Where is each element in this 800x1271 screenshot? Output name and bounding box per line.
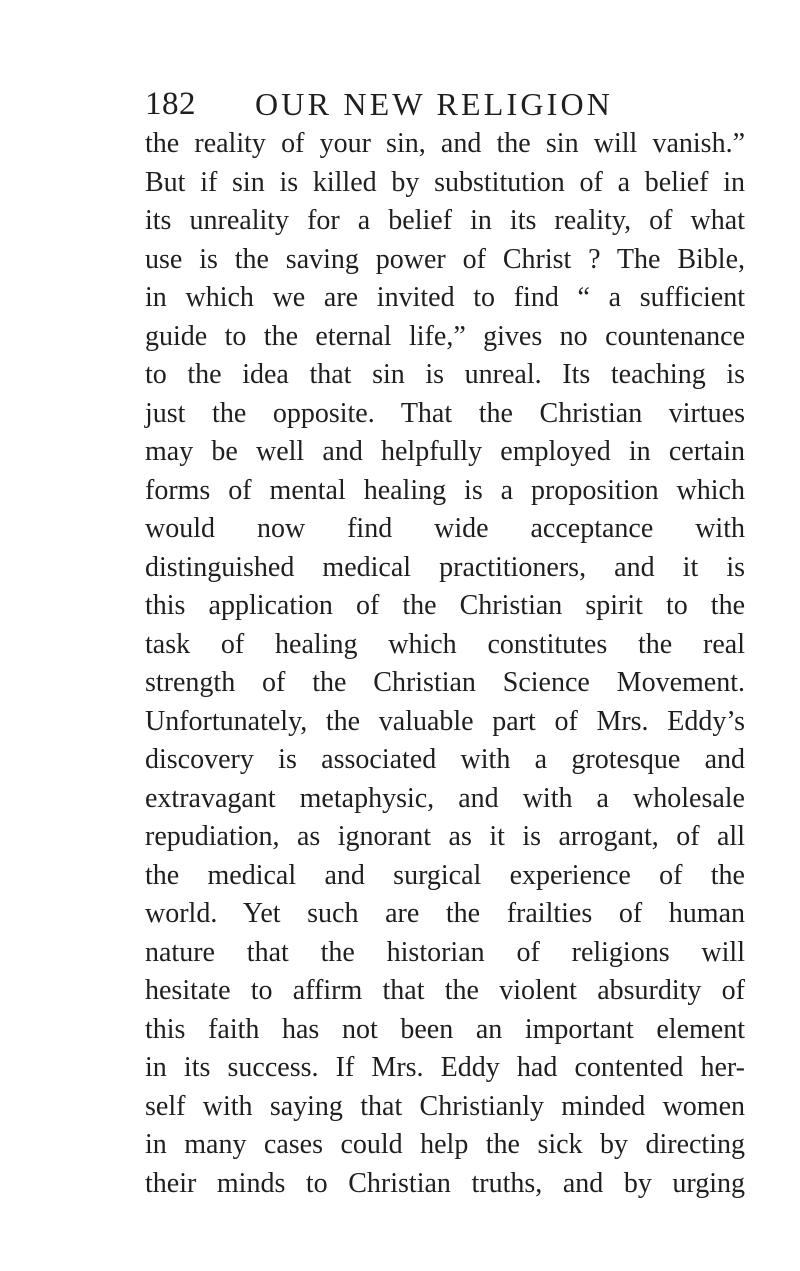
body-text bbox=[145, 125, 745, 1203]
text-line: just the opposite. That the Christian virtues bbox=[145, 397, 745, 429]
text-line: the medical and surgical experience of the bbox=[145, 859, 745, 891]
text-line: the reality of your sin, and the sin will vanish.” bbox=[145, 128, 745, 159]
running-head-title: OUR NEW RELIGION bbox=[255, 86, 614, 122]
text-line: this faith has not been an important element bbox=[145, 1013, 745, 1045]
text-line: strength of the Christian Science Movement. bbox=[145, 667, 745, 698]
text-line: guide to the eternal life,” gives no countenance bbox=[145, 320, 745, 352]
text-line: task of healing which constitutes the real bbox=[145, 628, 745, 660]
text-line: extravagant metaphysic, and with a wholesale bbox=[145, 782, 745, 814]
text-line: But if sin is killed by substitution of a belief in bbox=[145, 166, 745, 198]
text-line: self with saying that Christianly minded women bbox=[145, 1090, 745, 1122]
text-line: repudiation, as ignorant as it is arrogant, of all bbox=[145, 821, 745, 852]
text-line: its unreality for a belief in its reality, of what bbox=[145, 205, 745, 236]
text-line: discovery is associated with a grotesque and bbox=[145, 744, 745, 775]
text-line: nature that the historian of religions will bbox=[145, 936, 745, 968]
text-line: Unfortunately, the valuable part of Mrs. Eddy’s bbox=[145, 705, 745, 737]
text-line: forms of mental healing is a proposition which bbox=[145, 474, 745, 506]
text-line: distinguished medical practitioners, and it is bbox=[145, 551, 745, 583]
text-line: may be well and helpfully employed in certain bbox=[145, 436, 745, 467]
text-line: to the idea that sin is unreal. Its teaching is bbox=[145, 359, 745, 390]
text-line: hesitate to affirm that the violent absurdity of bbox=[145, 975, 745, 1006]
text-line: this application of the Christian spirit to the bbox=[145, 590, 745, 621]
text-line: in its success. If Mrs. Eddy had contented her- bbox=[145, 1052, 745, 1083]
text-line: their minds to Christian truths, and by urging bbox=[145, 1167, 745, 1199]
text-line: use is the saving power of Christ ? The Bible, bbox=[145, 243, 745, 275]
text-line: in many cases could help the sick by directing bbox=[145, 1129, 745, 1160]
text-line: in which we are invited to find “ a sufficient bbox=[145, 282, 745, 313]
text-line: world. Yet such are the frailties of human bbox=[145, 898, 745, 929]
page-number: 182 bbox=[145, 86, 196, 122]
running-head bbox=[145, 82, 645, 126]
text-line: would now find wide acceptance with bbox=[145, 513, 745, 544]
